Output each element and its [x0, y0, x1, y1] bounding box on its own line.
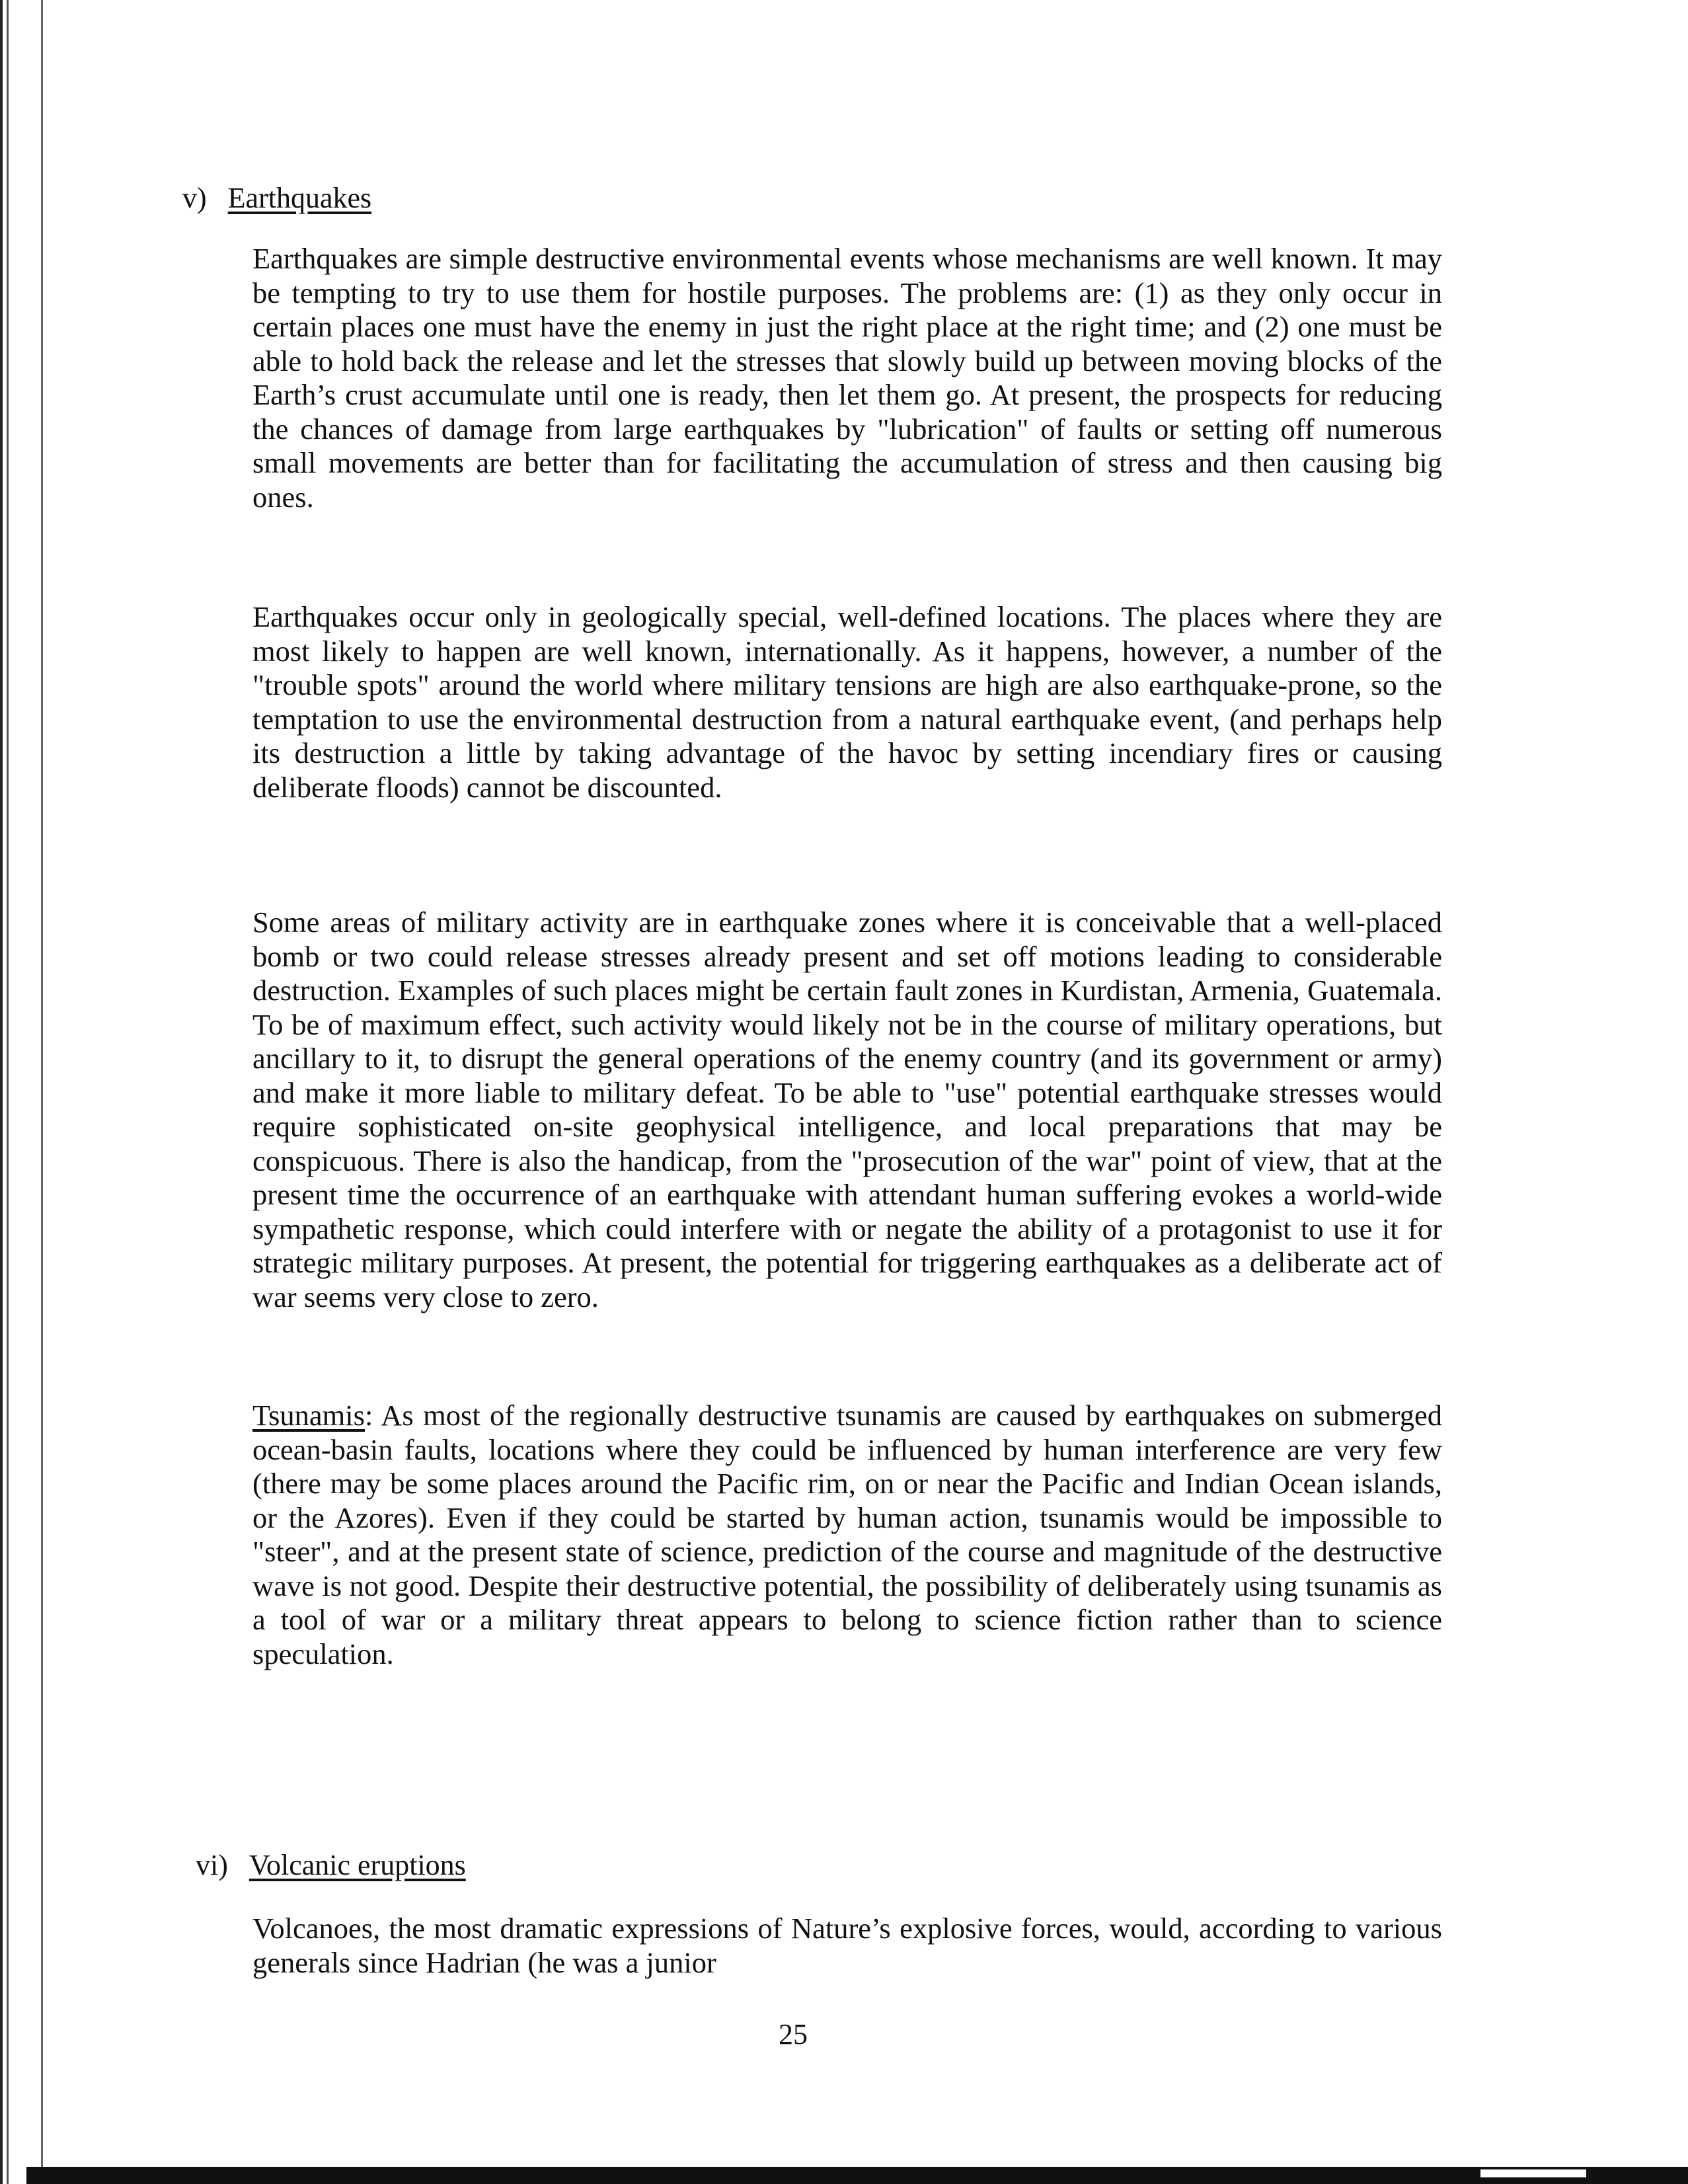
earthquakes-paragraph-1: Earthquakes are simple destructive environmental events whose mechanisms are well known. It may be tempting to try to use them for hostile purposes. The problems are: (1) as they only occur in certain places one must have the enemy in just the right place at the right time; and (2) one must be able to hold back the release and let the stresses that slowly build up between moving blocks of the Earth’s crust accumulate until one is ready, then let them go. At present, the prospects for reducing the chances of damage from large earthquakes by "lubrication" of faults or setting off numerous small movements are better than for facilitating the accumulation of stress and then causing big ones.	[252, 242, 1442, 514]
scan-edge-left-inner	[7, 0, 9, 2184]
tsunamis-text: : As most of the regionally destructive tsunamis are caused by earthquakes on submerged ocean-basin faults, locations where they could be influenced by human interference are very few (there may be some places around the Pacific rim, on or near the Pacific and Indian Ocean islands, or the Azores). Even if they could be started by human action, tsunamis would be impossible to "steer", and at the present state of science, prediction of the course and magnitude of the destructive wave is not good. Despite their destructive potential, the possibility of deliberately using tsunamis as a tool of war or a military threat appears to belong to science fiction rather than to science speculation.	[252, 1399, 1442, 1670]
earthquakes-paragraph-2: Earthquakes occur only in geologically special, well-defined locations. The places where they are most likely to happen are well known, internationally. As it happens, however, a number of the "trouble spots" around the world where military tensions are high are also earthquake-prone, so the temptation to use the environmental destruction from a natural earthquake event, (and perhaps help its destruction a little by taking advantage of the havoc by setting incendiary fires or causing deliberate floods) cannot be discounted.	[252, 600, 1442, 804]
section-vi-title: Volcanic eruptions	[249, 1849, 466, 1881]
section-v-heading	[182, 181, 371, 215]
section-v-title: Earthquakes	[227, 182, 372, 214]
tsunamis-paragraph	[252, 1399, 1442, 1671]
scan-margin-line	[41, 0, 43, 2184]
scan-edge-bottom-gap	[1480, 2169, 1586, 2177]
tsunamis-label: Tsunamis	[252, 1399, 365, 1432]
earthquakes-paragraph-3: Some areas of military activity are in earthquake zones where it is conceivable that a well-placed bomb or two could release stresses already present and set off motions leading to considerable destruction. Examples of such places might be certain fault zones in Kurdistan, Armenia, Guatemala. To be of maximum effect, such activity would likely not be in the course of military operations, but ancillary to it, to disrupt the general operations of the enemy country (and its government or army) and make it more liable to military defeat. To be able to "use" potential earthquake stresses would require sophisticated on-site geophysical intelligence, and local preparations that may be conspicuous. There is also the handicap, from the "prosecution of the war" point of view, that at the present time the occurrence of an earthquake with attendant human suffering evokes a world-wide sympathetic response, which could interfere with or negate the ability of a protagonist to use it for strategic military purposes. At present, the potential for triggering earthquakes as a deliberate act of war seems very close to zero.	[252, 906, 1442, 1313]
scan-edge-left	[0, 0, 3, 2184]
section-vi-heading	[196, 1848, 466, 1883]
section-v-number: v)	[182, 182, 207, 214]
scan-edge-bottom	[26, 2167, 1688, 2184]
volcanic-paragraph: Volcanoes, the most dramatic expressions of Nature’s explosive forces, would, according to various generals since Hadrian (he was a junior	[252, 1912, 1442, 1979]
section-vi-number: vi)	[196, 1849, 228, 1881]
page-number: 25	[779, 2018, 808, 2050]
